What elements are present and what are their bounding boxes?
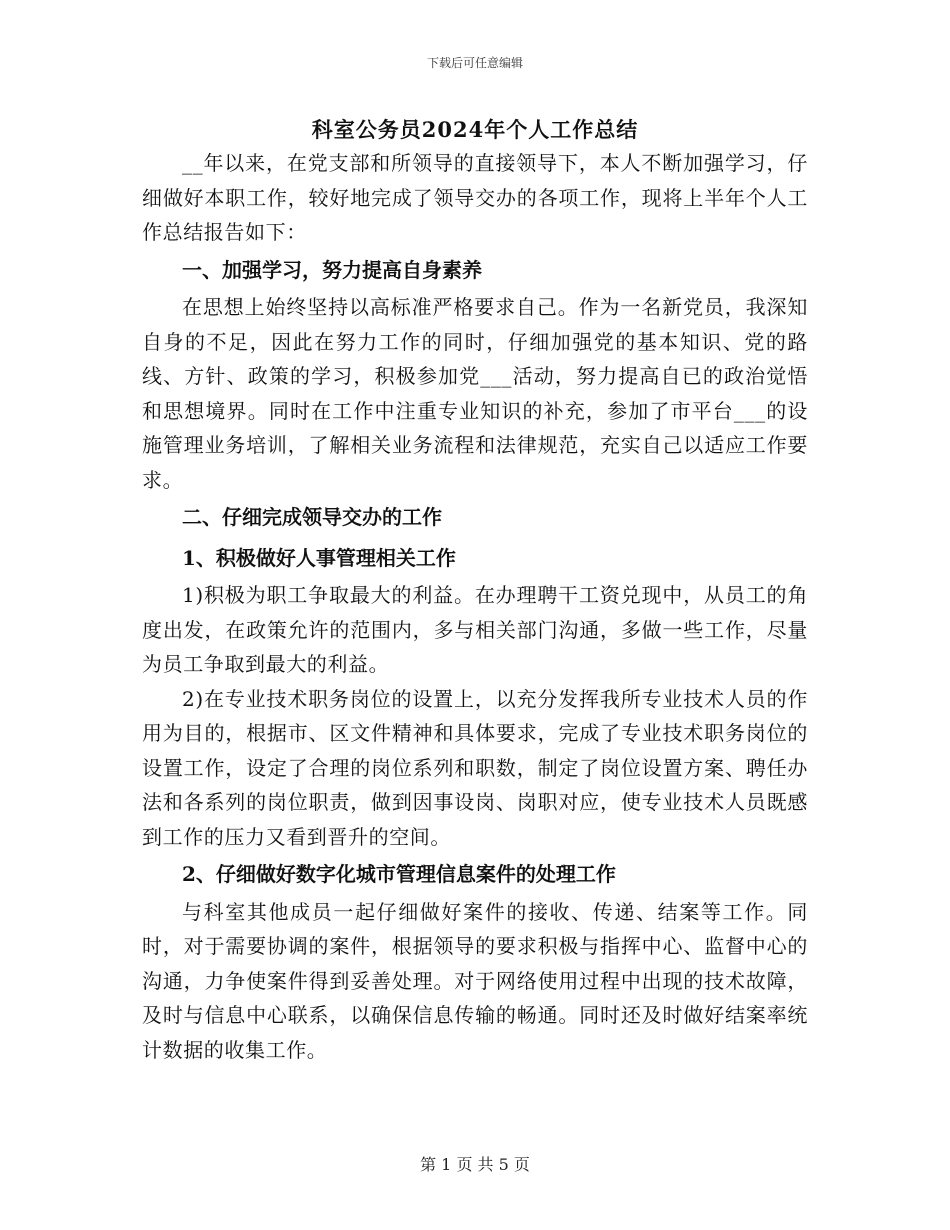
header-note: 下载后可任意编辑 <box>426 56 523 70</box>
subsection-heading-2-2: 2、仔细做好数字化城市管理信息案件的处理工作 <box>182 862 616 886</box>
page-number: 第 1 页 共 5 页 <box>420 1155 530 1174</box>
subsection-2-2-paragraph: 与科室其他成员一起仔细做好案件的接收、传递、结案等工作。同时，对于需要协调的案件，根据领导的要求积极与指挥中心、监督中心的沟通，力争使案件得到妥善处理。对于网络使用过程中出现的技术故障，及时与信息中心联系，以确保信息传输的畅通。同时还及时做好结案率统计数据的收集工作。 <box>142 899 808 1062</box>
section-heading-1: 一、加强学习，努力提高自身素养 <box>182 257 482 282</box>
section-heading-2: 二、仔细完成领导交办的工作 <box>182 505 442 529</box>
subsection-2-1-paragraph-1: 1)积极为职工争取最大的利益。在办理聘干工资兑现中，从员工的角度出发，在政策允许的范围内，多与相关部门沟通，多做一些工作，尽量为员工争取到最大的利益。 <box>142 583 808 676</box>
section-1-paragraph: 在思想上始终坚持以高标准严格要求自己。作为一名新党员，我深知自身的不足，因此在努力工作的同时，仔细加强党的基本知识、党的路线、方针、政策的学习，积极参加党___活动，努力提高自已的政治觉悟和思想境界。同时在工作中注重专业知识的补充，参加了市平台___的设施管理业务培训，了解相关业务流程和法律规范，充实自己以适应工作要求。 <box>142 295 808 492</box>
intro-paragraph: __年以来，在党支部和所领导的直接领导下，本人不断加强学习，仔细做好本职工作，较好地完成了领导交办的各项工作，现将上半年个人工作总结报告如下： <box>142 151 808 244</box>
subsection-2-1-paragraph-2: 2)在专业技术职务岗位的设置上，以充分发挥我所专业技术人员的作用为目的，根据市、区文件精神和具体要求，完成了专业技术职务岗位的设置工作，设定了合理的岗位系列和职数，制定了岗位设置方案、聘任办法和各系列的岗位职责，做到因事设岗、岗职对应，使专业技术人员既感到工作的压力又看到晋升的空间。 <box>142 686 808 849</box>
document-title: 科室公务员2024年个人工作总结 <box>311 117 639 142</box>
subsection-heading-2-1: 1、积极做好人事管理相关工作 <box>182 545 456 570</box>
document-body <box>142 146 808 1067</box>
